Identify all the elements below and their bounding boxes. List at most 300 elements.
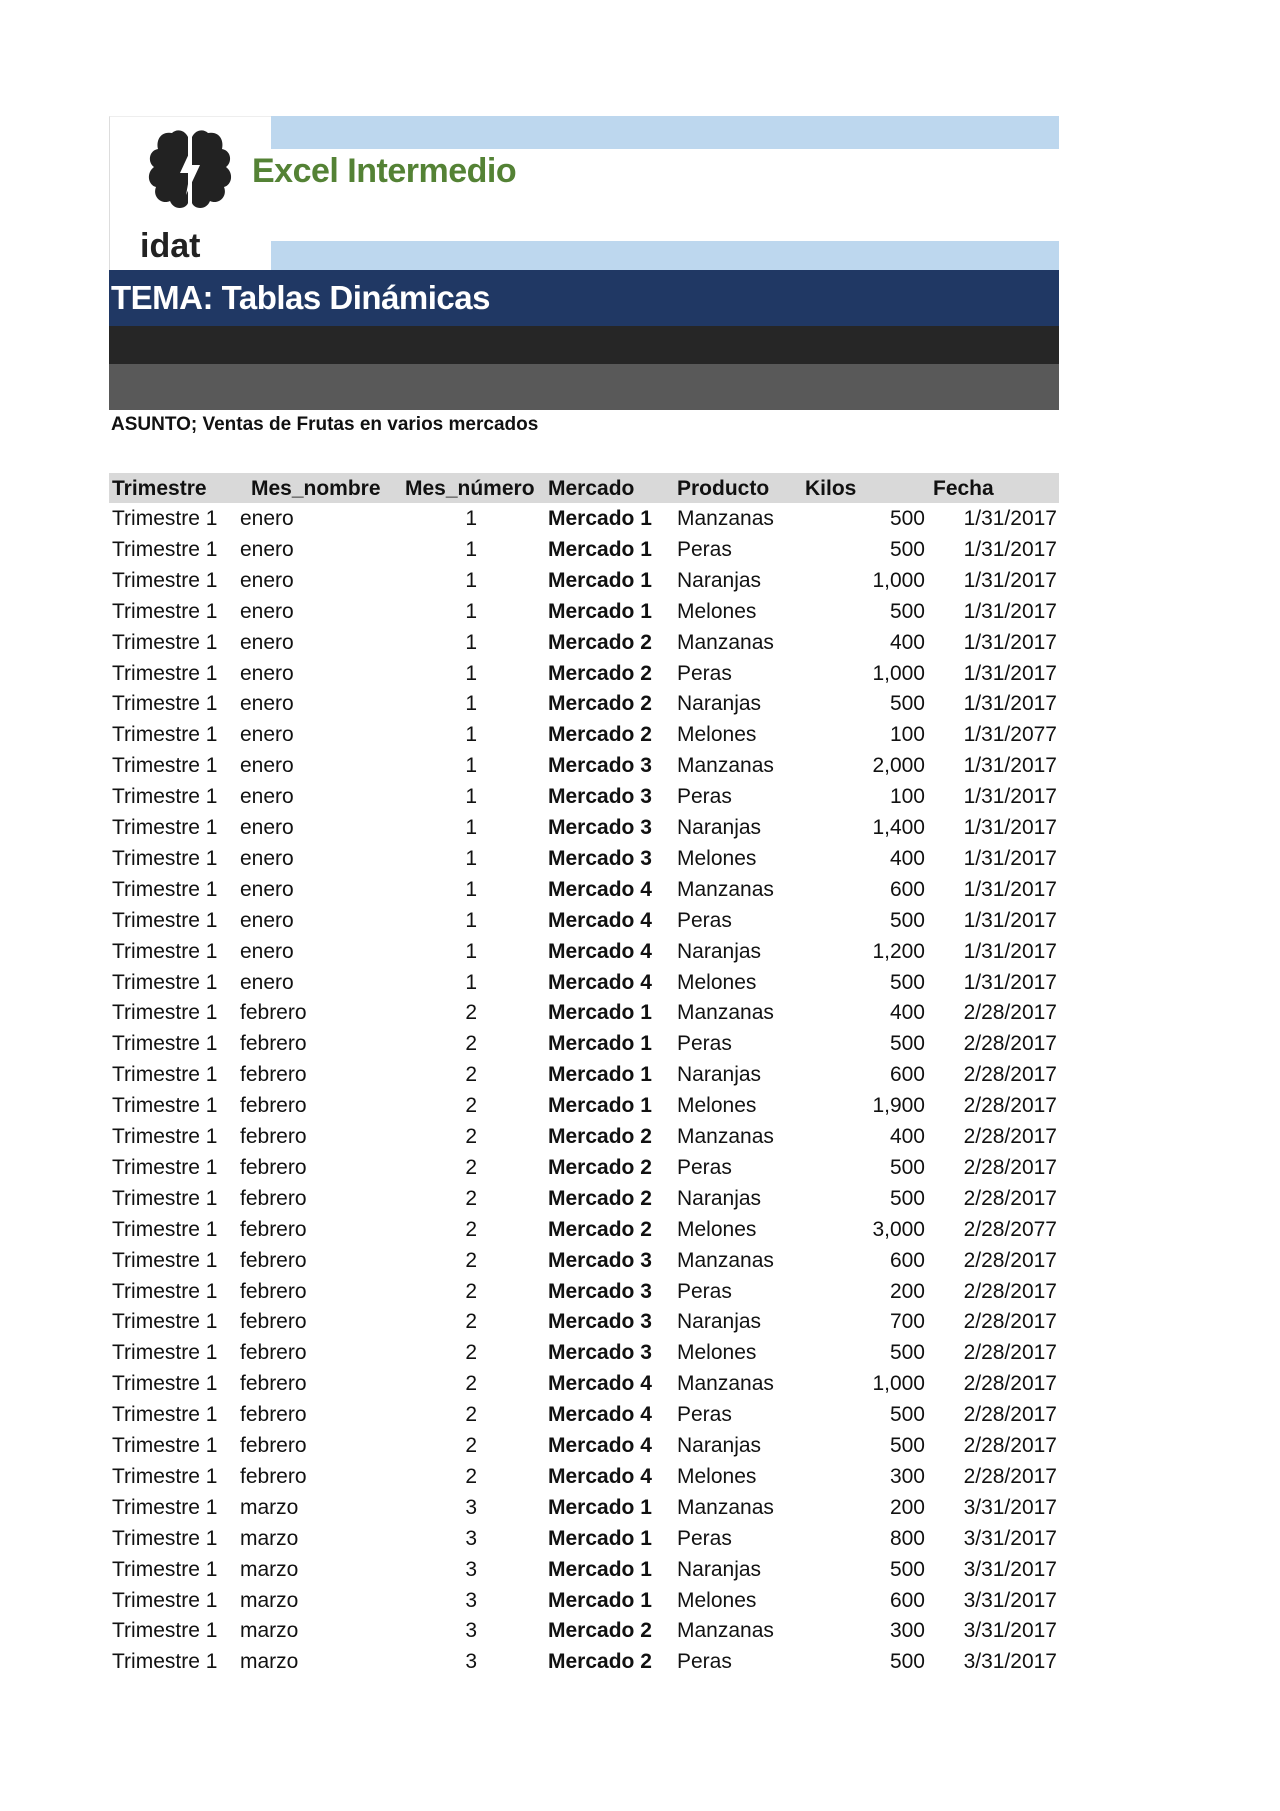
cell-fecha[interactable]: 3/31/2017	[963, 1588, 1057, 1612]
cell-mercado[interactable]: Mercado 2	[548, 630, 652, 654]
cell-fecha[interactable]: 3/31/2017	[963, 1526, 1057, 1550]
cell-producto[interactable]: Peras	[677, 1650, 732, 1674]
cell-mes-nombre[interactable]: enero	[240, 939, 294, 963]
cell-mes-nombre[interactable]: enero	[240, 723, 294, 747]
cell-producto[interactable]: Melones	[677, 846, 757, 870]
table-row	[109, 1585, 1059, 1616]
cell-mercado[interactable]: Mercado 1	[548, 1094, 652, 1118]
cell-trimestre[interactable]: Trimestre 1	[112, 785, 218, 809]
cell-kilos[interactable]: 1,000	[872, 1372, 925, 1396]
cell-kilos[interactable]: 500	[889, 537, 925, 561]
cell-fecha[interactable]: 3/31/2017	[963, 1619, 1057, 1643]
cell-kilos[interactable]: 500	[889, 970, 925, 994]
table-row	[109, 596, 1059, 627]
cell-kilos[interactable]: 200	[889, 1279, 925, 1303]
cell-kilos[interactable]: 600	[889, 1588, 925, 1612]
col-kilos[interactable]: Kilos	[805, 477, 857, 500]
cell-trimestre[interactable]: Trimestre 1	[112, 1032, 218, 1056]
cell-producto[interactable]: Manzanas	[677, 754, 774, 778]
cell-mes-nombre[interactable]: febrero	[240, 1125, 307, 1148]
cell-trimestre[interactable]: Trimestre 1	[112, 1341, 218, 1365]
cell-mercado[interactable]: Mercado 1	[548, 537, 652, 561]
cell-mes-nombre[interactable]: enero	[240, 754, 294, 778]
cell-mes-nombre[interactable]: marzo	[240, 1495, 299, 1519]
table-row	[109, 936, 1059, 967]
cell-kilos[interactable]: 400	[889, 1125, 925, 1148]
cell-kilos[interactable]: 600	[889, 1063, 925, 1087]
cell-producto[interactable]: Manzanas	[677, 507, 774, 530]
cell-trimestre[interactable]: Trimestre 1	[112, 1094, 218, 1118]
cell-mes-numero[interactable]: 2	[465, 1032, 477, 1056]
cell-fecha[interactable]: 1/31/2017	[963, 630, 1057, 654]
cell-mes-numero[interactable]: 3	[465, 1526, 477, 1550]
cell-trimestre[interactable]: Trimestre 1	[112, 661, 218, 685]
cell-producto[interactable]: Melones	[677, 599, 757, 623]
cell-fecha[interactable]: 1/31/2017	[963, 754, 1057, 778]
cell-producto[interactable]: Peras	[677, 1526, 732, 1550]
cell-mes-numero[interactable]: 3	[465, 1650, 477, 1674]
cell-mes-numero[interactable]: 1	[465, 877, 477, 901]
cell-kilos[interactable]: 500	[889, 1155, 925, 1179]
cell-mes-numero[interactable]: 2	[465, 1434, 477, 1457]
cell-mes-nombre[interactable]: marzo	[240, 1588, 299, 1612]
cell-trimestre[interactable]: Trimestre 1	[112, 723, 218, 747]
cell-mercado[interactable]: Mercado 2	[548, 1125, 652, 1148]
cell-kilos[interactable]: 1,000	[872, 568, 925, 592]
cell-kilos[interactable]: 1,200	[872, 939, 925, 963]
cell-mercado[interactable]: Mercado 2	[548, 1217, 652, 1241]
cell-mes-numero[interactable]: 3	[465, 1588, 477, 1612]
cell-mes-numero[interactable]: 2	[465, 1403, 477, 1427]
cell-producto[interactable]: Naranjas	[677, 568, 762, 592]
cell-mes-numero[interactable]: 2	[465, 1464, 477, 1488]
cell-mes-numero[interactable]: 1	[465, 507, 477, 530]
cell-mercado[interactable]: Mercado 1	[548, 599, 652, 623]
cell-mercado[interactable]: Mercado 1	[548, 1001, 652, 1025]
cell-producto[interactable]: Manzanas	[677, 877, 774, 901]
table-row	[109, 1399, 1059, 1430]
cell-mes-numero[interactable]: 2	[465, 1186, 477, 1210]
cell-mes-nombre[interactable]: enero	[240, 908, 294, 932]
cell-mercado[interactable]: Mercado 3	[548, 1279, 652, 1303]
table-row	[109, 1276, 1059, 1307]
cell-kilos[interactable]: 500	[889, 1341, 925, 1365]
cell-fecha[interactable]: 2/28/2017	[963, 1001, 1057, 1025]
cell-producto[interactable]: Peras	[677, 1279, 732, 1303]
cell-trimestre[interactable]: Trimestre 1	[112, 630, 218, 654]
cell-fecha[interactable]: 1/31/2017	[963, 939, 1057, 963]
cell-producto[interactable]: Melones	[677, 970, 757, 994]
cell-trimestre[interactable]: Trimestre 1	[112, 1125, 218, 1148]
cell-mercado[interactable]: Mercado 1	[548, 1588, 652, 1612]
cell-producto[interactable]: Peras	[677, 785, 732, 809]
cell-mes-numero[interactable]: 2	[465, 1217, 477, 1241]
cell-trimestre[interactable]: Trimestre 1	[112, 507, 218, 530]
cell-producto[interactable]: Peras	[677, 908, 732, 932]
cell-trimestre[interactable]: Trimestre 1	[112, 1588, 218, 1612]
cell-mercado[interactable]: Mercado 4	[548, 1372, 652, 1396]
cell-mes-numero[interactable]: 1	[465, 816, 477, 839]
cell-kilos[interactable]: 500	[889, 1032, 925, 1056]
cell-fecha[interactable]: 1/31/2017	[963, 908, 1057, 932]
cell-producto[interactable]: Melones	[677, 1341, 757, 1365]
cell-trimestre[interactable]: Trimestre 1	[112, 1557, 218, 1581]
cell-fecha[interactable]: 3/31/2017	[963, 1650, 1057, 1674]
col-mes-numero[interactable]: Mes_número	[405, 477, 535, 500]
cell-mercado[interactable]: Mercado 2	[548, 1186, 652, 1210]
cell-kilos[interactable]: 500	[889, 1557, 925, 1581]
cell-mes-numero[interactable]: 2	[465, 1001, 477, 1025]
table-row	[109, 874, 1059, 905]
cell-trimestre[interactable]: Trimestre 1	[112, 1217, 218, 1241]
cell-mes-nombre[interactable]: febrero	[240, 1217, 307, 1241]
cell-producto[interactable]: Melones	[677, 723, 757, 747]
cell-fecha[interactable]: 2/28/2017	[963, 1063, 1057, 1087]
col-producto[interactable]: Producto	[677, 477, 770, 500]
table-row	[109, 750, 1059, 781]
cell-mes-nombre[interactable]: enero	[240, 599, 294, 623]
table-row	[109, 905, 1059, 936]
cell-producto[interactable]: Peras	[677, 537, 732, 561]
table-row	[109, 1183, 1059, 1214]
cell-trimestre[interactable]: Trimestre 1	[112, 1619, 218, 1643]
col-mercado[interactable]: Mercado	[548, 477, 635, 500]
cell-producto[interactable]: Naranjas	[677, 1186, 762, 1210]
cell-trimestre[interactable]: Trimestre 1	[112, 1186, 218, 1210]
cell-mes-numero[interactable]: 1	[465, 537, 477, 561]
cell-fecha[interactable]: 2/28/2017	[963, 1434, 1057, 1457]
cell-fecha[interactable]: 2/28/2017	[963, 1403, 1057, 1427]
cell-mes-nombre[interactable]: febrero	[240, 1434, 307, 1457]
cell-mes-nombre[interactable]: febrero	[240, 1001, 307, 1025]
cell-producto[interactable]: Peras	[677, 1403, 732, 1427]
cell-producto[interactable]: Melones	[677, 1094, 757, 1118]
cell-mercado[interactable]: Mercado 2	[548, 1619, 652, 1643]
cell-kilos[interactable]: 600	[889, 1248, 925, 1272]
cell-mes-nombre[interactable]: enero	[240, 970, 294, 994]
cell-mes-numero[interactable]: 1	[465, 692, 477, 716]
cell-producto[interactable]: Manzanas	[677, 1248, 774, 1272]
cell-kilos[interactable]: 100	[889, 785, 925, 809]
cell-trimestre[interactable]: Trimestre 1	[112, 877, 218, 901]
cell-mes-nombre[interactable]: febrero	[240, 1403, 307, 1427]
cell-fecha[interactable]: 3/31/2017	[963, 1495, 1057, 1519]
cell-fecha[interactable]: 1/31/2017	[963, 537, 1057, 561]
cell-producto[interactable]: Manzanas	[677, 1495, 774, 1519]
table-row	[109, 967, 1059, 998]
cell-trimestre[interactable]: Trimestre 1	[112, 537, 218, 561]
cell-mercado[interactable]: Mercado 2	[548, 1155, 652, 1179]
grey-band	[109, 364, 1059, 410]
col-fecha[interactable]: Fecha	[933, 477, 994, 500]
cell-mercado[interactable]: Mercado 4	[548, 970, 652, 994]
table-row	[109, 534, 1059, 565]
table-row	[109, 627, 1059, 658]
col-mes-nombre[interactable]: Mes_nombre	[251, 477, 381, 500]
cell-mes-nombre[interactable]: enero	[240, 661, 294, 685]
cell-mes-nombre[interactable]: febrero	[240, 1372, 307, 1396]
cell-producto[interactable]: Naranjas	[677, 939, 762, 963]
cell-mes-numero[interactable]: 2	[465, 1248, 477, 1272]
cell-fecha[interactable]: 1/31/2017	[963, 507, 1057, 530]
cell-mes-numero[interactable]: 1	[465, 939, 477, 963]
cell-fecha[interactable]: 1/31/2017	[963, 877, 1057, 901]
table-row	[109, 719, 1059, 750]
cell-mes-numero[interactable]: 3	[465, 1557, 477, 1581]
cell-fecha[interactable]: 2/28/2017	[963, 1248, 1057, 1272]
cell-mercado[interactable]: Mercado 1	[548, 1063, 652, 1087]
cell-kilos[interactable]: 500	[889, 1650, 925, 1674]
cell-mes-nombre[interactable]: febrero	[240, 1279, 307, 1303]
cell-mercado[interactable]: Mercado 1	[548, 1495, 652, 1519]
cell-mercado[interactable]: Mercado 3	[548, 1310, 652, 1334]
cell-mes-nombre[interactable]: marzo	[240, 1557, 299, 1581]
cell-producto[interactable]: Manzanas	[677, 1001, 774, 1025]
cell-kilos[interactable]: 500	[889, 1434, 925, 1457]
cell-producto[interactable]: Naranjas	[677, 1310, 762, 1334]
cell-kilos[interactable]: 3,000	[872, 1217, 925, 1241]
cell-mes-nombre[interactable]: febrero	[240, 1310, 307, 1334]
cell-fecha[interactable]: 2/28/2017	[963, 1372, 1057, 1396]
cell-kilos[interactable]: 400	[889, 630, 925, 654]
cell-mes-numero[interactable]: 1	[465, 723, 477, 747]
cell-mes-numero[interactable]: 2	[465, 1094, 477, 1118]
cell-producto[interactable]: Naranjas	[677, 1063, 762, 1087]
cell-trimestre[interactable]: Trimestre 1	[112, 816, 218, 839]
cell-producto[interactable]: Melones	[677, 1217, 757, 1241]
cell-mes-nombre[interactable]: enero	[240, 816, 294, 839]
cell-kilos[interactable]: 800	[889, 1526, 925, 1550]
cell-mercado[interactable]: Mercado 3	[548, 785, 652, 809]
cell-trimestre[interactable]: Trimestre 1	[112, 939, 218, 963]
cell-fecha[interactable]: 1/31/2017	[963, 816, 1057, 839]
cell-kilos[interactable]: 500	[889, 692, 925, 716]
cell-producto[interactable]: Manzanas	[677, 1619, 774, 1643]
topic-title: TEMA: Tablas Dinámicas	[111, 279, 490, 316]
cell-trimestre[interactable]: Trimestre 1	[112, 1063, 218, 1087]
cell-fecha[interactable]: 1/31/2017	[963, 846, 1057, 870]
cell-producto[interactable]: Manzanas	[677, 1125, 774, 1148]
cell-mes-nombre[interactable]: enero	[240, 877, 294, 901]
brain-bolt-icon	[110, 117, 271, 271]
dark-band	[109, 326, 1059, 364]
cell-kilos[interactable]: 100	[889, 723, 925, 747]
cell-mes-nombre[interactable]: enero	[240, 630, 294, 654]
cell-kilos[interactable]: 400	[889, 1001, 925, 1025]
cell-mercado[interactable]: Mercado 4	[548, 1464, 652, 1488]
cell-mes-nombre[interactable]: febrero	[240, 1464, 307, 1488]
cell-mes-nombre[interactable]: febrero	[240, 1155, 307, 1179]
cell-kilos[interactable]: 1,900	[872, 1094, 925, 1118]
cell-mes-numero[interactable]: 1	[465, 568, 477, 592]
cell-kilos[interactable]: 600	[889, 877, 925, 901]
cell-mes-nombre[interactable]: febrero	[240, 1248, 307, 1272]
cell-mes-numero[interactable]: 2	[465, 1155, 477, 1179]
cell-mes-numero[interactable]: 1	[465, 630, 477, 654]
cell-fecha[interactable]: 1/31/2017	[963, 568, 1057, 592]
cell-mes-nombre[interactable]: febrero	[240, 1186, 307, 1210]
cell-mes-numero[interactable]: 1	[465, 908, 477, 932]
cell-producto[interactable]: Peras	[677, 1155, 732, 1179]
cell-mercado[interactable]: Mercado 3	[548, 754, 652, 778]
cell-trimestre[interactable]: Trimestre 1	[112, 599, 218, 623]
cell-mercado[interactable]: Mercado 2	[548, 723, 652, 747]
cell-fecha[interactable]: 2/28/2017	[963, 1032, 1057, 1056]
cell-kilos[interactable]: 500	[889, 908, 925, 932]
table-row	[109, 781, 1059, 812]
cell-producto[interactable]: Naranjas	[677, 692, 762, 716]
cell-fecha[interactable]: 1/31/2017	[963, 970, 1057, 994]
cell-mes-numero[interactable]: 1	[465, 846, 477, 870]
cell-mes-numero[interactable]: 1	[465, 754, 477, 778]
cell-mercado[interactable]: Mercado 4	[548, 908, 652, 932]
cell-mercado[interactable]: Mercado 1	[548, 507, 652, 530]
cell-mes-numero[interactable]: 1	[465, 785, 477, 809]
cell-mes-nombre[interactable]: febrero	[240, 1032, 307, 1056]
cell-kilos[interactable]: 500	[889, 1403, 925, 1427]
cell-mes-numero[interactable]: 2	[465, 1341, 477, 1365]
cell-trimestre[interactable]: Trimestre 1	[112, 1155, 218, 1179]
cell-trimestre[interactable]: Trimestre 1	[112, 1310, 218, 1334]
cell-fecha[interactable]: 2/28/2017	[963, 1279, 1057, 1303]
cell-trimestre[interactable]: Trimestre 1	[112, 1434, 218, 1457]
cell-mes-nombre[interactable]: marzo	[240, 1650, 299, 1674]
cell-mercado[interactable]: Mercado 1	[548, 1526, 652, 1550]
cell-trimestre[interactable]: Trimestre 1	[112, 1495, 218, 1519]
cell-fecha[interactable]: 2/28/2017	[963, 1341, 1057, 1365]
cell-mes-nombre[interactable]: enero	[240, 507, 294, 530]
cell-trimestre[interactable]: Trimestre 1	[112, 1372, 218, 1396]
cell-mercado[interactable]: Mercado 4	[548, 939, 652, 963]
cell-kilos[interactable]: 1,000	[872, 661, 925, 685]
cell-producto[interactable]: Melones	[677, 1464, 757, 1488]
cell-trimestre[interactable]: Trimestre 1	[112, 846, 218, 870]
cell-mes-nombre[interactable]: enero	[240, 568, 294, 592]
cell-trimestre[interactable]: Trimestre 1	[112, 1464, 218, 1488]
cell-mercado[interactable]: Mercado 3	[548, 1341, 652, 1365]
cell-mercado[interactable]: Mercado 2	[548, 692, 652, 716]
cell-fecha[interactable]: 1/31/2017	[963, 599, 1057, 623]
cell-kilos[interactable]: 200	[889, 1495, 925, 1519]
table-row	[109, 1368, 1059, 1399]
table-row	[109, 1554, 1059, 1585]
cell-trimestre[interactable]: Trimestre 1	[112, 754, 218, 778]
cell-mes-nombre[interactable]: febrero	[240, 1341, 307, 1365]
cell-mercado[interactable]: Mercado 2	[548, 661, 652, 685]
cell-mes-nombre[interactable]: enero	[240, 692, 294, 716]
course-title: Excel Intermedio	[252, 152, 517, 190]
cell-producto[interactable]: Naranjas	[677, 816, 762, 839]
cell-mes-nombre[interactable]: febrero	[240, 1094, 307, 1118]
cell-fecha[interactable]: 2/28/2077	[963, 1217, 1057, 1241]
cell-mes-nombre[interactable]: enero	[240, 537, 294, 561]
cell-producto[interactable]: Melones	[677, 1588, 757, 1612]
cell-fecha[interactable]: 1/31/2077	[963, 723, 1057, 747]
cell-mes-numero[interactable]: 2	[465, 1063, 477, 1087]
cell-fecha[interactable]: 2/28/2017	[963, 1125, 1057, 1148]
cell-trimestre[interactable]: Trimestre 1	[112, 1248, 218, 1272]
cell-mes-nombre[interactable]: enero	[240, 785, 294, 809]
cell-mes-numero[interactable]: 2	[465, 1125, 477, 1148]
cell-mes-numero[interactable]: 3	[465, 1619, 477, 1643]
cell-producto[interactable]: Naranjas	[677, 1434, 762, 1457]
cell-mercado[interactable]: Mercado 4	[548, 1403, 652, 1427]
cell-trimestre[interactable]: Trimestre 1	[112, 1650, 218, 1674]
cell-trimestre[interactable]: Trimestre 1	[112, 908, 218, 932]
cell-mes-nombre[interactable]: marzo	[240, 1526, 299, 1550]
cell-mes-nombre[interactable]: marzo	[240, 1619, 299, 1643]
cell-trimestre[interactable]: Trimestre 1	[112, 692, 218, 716]
cell-producto[interactable]: Peras	[677, 661, 732, 685]
cell-mercado[interactable]: Mercado 4	[548, 1434, 652, 1457]
cell-mercado[interactable]: Mercado 2	[548, 1650, 652, 1674]
cell-kilos[interactable]: 700	[889, 1310, 925, 1334]
cell-mes-nombre[interactable]: febrero	[240, 1063, 307, 1087]
cell-fecha[interactable]: 3/31/2017	[963, 1557, 1057, 1581]
cell-producto[interactable]: Naranjas	[677, 1557, 762, 1581]
table-row	[109, 1615, 1059, 1646]
cell-fecha[interactable]: 2/28/2017	[963, 1155, 1057, 1179]
cell-fecha[interactable]: 2/28/2017	[963, 1464, 1057, 1488]
cell-trimestre[interactable]: Trimestre 1	[112, 970, 218, 994]
cell-fecha[interactable]: 1/31/2017	[963, 785, 1057, 809]
cell-mes-numero[interactable]: 2	[465, 1372, 477, 1396]
cell-fecha[interactable]: 2/28/2017	[963, 1094, 1057, 1118]
cell-producto[interactable]: Peras	[677, 1032, 732, 1056]
cell-producto[interactable]: Manzanas	[677, 1372, 774, 1396]
cell-fecha[interactable]: 2/28/2017	[963, 1186, 1057, 1210]
cell-kilos[interactable]: 1,400	[872, 816, 925, 839]
cell-kilos[interactable]: 500	[889, 507, 925, 530]
cell-kilos[interactable]: 400	[889, 846, 925, 870]
col-trimestre[interactable]: Trimestre	[112, 477, 207, 500]
cell-mercado[interactable]: Mercado 1	[548, 1032, 652, 1056]
cell-mercado[interactable]: Mercado 3	[548, 1248, 652, 1272]
cell-fecha[interactable]: 2/28/2017	[963, 1310, 1057, 1334]
cell-mercado[interactable]: Mercado 4	[548, 877, 652, 901]
cell-trimestre[interactable]: Trimestre 1	[112, 1403, 218, 1427]
cell-kilos[interactable]: 300	[889, 1619, 925, 1643]
cell-kilos[interactable]: 300	[889, 1464, 925, 1488]
table-row	[109, 843, 1059, 874]
cell-fecha[interactable]: 1/31/2017	[963, 692, 1057, 716]
table-row	[109, 997, 1059, 1028]
cell-mercado[interactable]: Mercado 1	[548, 568, 652, 592]
cell-kilos[interactable]: 2,000	[872, 754, 925, 778]
cell-kilos[interactable]: 500	[889, 1186, 925, 1210]
cell-mercado[interactable]: Mercado 3	[548, 846, 652, 870]
cell-trimestre[interactable]: Trimestre 1	[112, 1279, 218, 1303]
cell-mes-numero[interactable]: 1	[465, 661, 477, 685]
table-row	[109, 503, 1059, 534]
cell-mes-nombre[interactable]: enero	[240, 846, 294, 870]
cell-mes-numero[interactable]: 1	[465, 970, 477, 994]
idat-logo	[109, 116, 271, 271]
cell-fecha[interactable]: 1/31/2017	[963, 661, 1057, 685]
cell-mes-numero[interactable]: 2	[465, 1310, 477, 1334]
cell-mes-numero[interactable]: 3	[465, 1495, 477, 1519]
cell-mes-numero[interactable]: 2	[465, 1279, 477, 1303]
cell-mercado[interactable]: Mercado 1	[548, 1557, 652, 1581]
cell-mes-numero[interactable]: 1	[465, 599, 477, 623]
cell-trimestre[interactable]: Trimestre 1	[112, 1001, 218, 1025]
cell-trimestre[interactable]: Trimestre 1	[112, 568, 218, 592]
cell-producto[interactable]: Manzanas	[677, 630, 774, 654]
cell-kilos[interactable]: 500	[889, 599, 925, 623]
cell-trimestre[interactable]: Trimestre 1	[112, 1526, 218, 1550]
cell-mercado[interactable]: Mercado 3	[548, 816, 652, 839]
table-row	[109, 1492, 1059, 1523]
